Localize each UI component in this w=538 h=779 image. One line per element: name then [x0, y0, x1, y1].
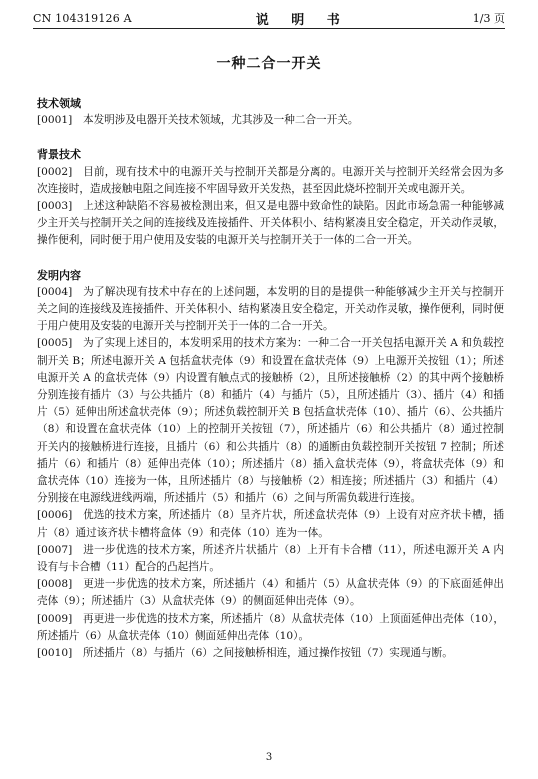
- page-number: 3: [265, 752, 273, 763]
- paragraph-0008: [37, 576, 504, 610]
- paragraph-number: [0006]: [37, 509, 73, 522]
- paragraph-text: 目前，现有技术中的电源开关与控制开关都是分离的。电源开关与控制开关经常会因为多次连接时，造成接触电阻之间连接不牢固导致开关发热，甚至因此烧坏控制开关或电源开关。: [37, 165, 504, 195]
- paragraph-number: [0003]: [37, 200, 73, 213]
- paragraph-number: [0004]: [37, 285, 73, 298]
- paragraph-0006: [37, 507, 504, 541]
- section-heading-summary: 发明内容: [37, 268, 81, 282]
- paragraph-text: 优选的技术方案，所述插片（8）呈齐片状，所述盒状壳体（9）上设有对应齐状卡槽，插片（8）通过该齐状卡槽将盒体（9）和壳体（10）连为一体。: [37, 509, 504, 539]
- document-body: [37, 95, 504, 662]
- paragraph-number: [0001]: [37, 114, 73, 127]
- paragraph-0004: [37, 284, 504, 336]
- paragraph-0007: [37, 542, 504, 576]
- paragraph-0001: [37, 112, 504, 129]
- paragraph-number: [0008]: [37, 578, 73, 591]
- page-header: [33, 8, 505, 29]
- paragraph-number: [0010]: [37, 647, 73, 660]
- paragraph-text: 再更进一步优选的技术方案，所述插片（8）从盒状壳体（10）上顶面延伸出壳体（10），所述插片（6）从盒状壳体（10）侧面延伸出壳体（10）。: [37, 612, 504, 642]
- paragraph-text: 为了解决现有技术中存在的上述问题，本发明的目的是提供一种能够减少主开关与控制开关之间的连接线及连接插件、开关体积小、结构紧凑且安全稳定，开关动作灵敏，操作便利，同时便于用户使用及安装的电源开关与控制开关于一体的二合一开关。: [37, 285, 504, 333]
- paragraph-number: [0005]: [37, 337, 73, 350]
- paragraph-0005: [37, 335, 504, 507]
- paragraph-text: 为了实现上述目的，本发明采用的技术方案为：一种二合一开关包括电源开关 A 和负载控制开关 B；所述电源开关 A 包括盒状壳体（9）和设置在盒状壳体（9）上电源开关按钮（1）；所述电源开关 A 的盒状壳体（9）内设置有触点式的接触桥（2），且所述接触桥（2）的其中两个接触桥分别连接有插片（3）与公共插片（8）和插片（4）与插片（5），且所述插片（3）、插片（4）和插片（5）延伸出所述盒状壳体（9）；所述负载控制开关 B 包括盒状壳体（10）、插片（6）、公共插片（8）和设置在盒状壳体（10）上的控制开关按钮（7），所述插片（6）和公共插片（8）通过控制开关内的接触桥进行连接，且插片（6）和公共插片（8）的通断由负载控制开关按钮 7 控制；所述插片（6）和插片（8）延伸出壳体（10）；所述插片（8）插入盒状壳体（9），将盒状壳体（9）和盒状壳体（10）连接为一体，且所述插片（8）与接触桥（2）相连接；所述插片（3）和插片（4）分别接在电源线进线两端，所述插片（5）和插片（6）之间与所需负载进行连接。: [37, 337, 504, 505]
- paragraph-number: [0009]: [37, 612, 73, 625]
- section-heading-technical-field: 技术领域: [37, 97, 81, 110]
- paragraph-text: 所述插片（8）与插片（6）之间接触桥相连，通过操作按钮（7）实现通与断。: [83, 647, 453, 660]
- paragraph-0003: [37, 198, 504, 250]
- paragraph-text: 本发明涉及电器开关技术领域，尤其涉及一种二合一开关。: [83, 114, 359, 127]
- paragraph-text: 上述这种缺陷不容易被检测出来，但又是电器中致命性的缺陷。因此市场急需一种能够减少主开关与控制开关之间的连接线及连接插件、开关体积小、结构紧凑且安全稳定，开关动作灵敏，操作便利，同时便于用户使用及安装的电源开关与控制开关于一体的二合一开关。: [37, 200, 504, 247]
- paragraph-0010: [37, 645, 504, 662]
- paragraph-number: [0002]: [37, 165, 73, 178]
- paragraph-0002: [37, 164, 504, 198]
- paragraph-text: 更进一步优选的技术方案，所述插片（4）和插片（5）从盒状壳体（9）的下底面延伸出壳体（9）；所述插片（3）从盒状壳体（9）的侧面延伸出壳体（9）。: [37, 578, 504, 608]
- paragraph-number: [0007]: [37, 543, 73, 556]
- document-type: 说 明 书: [255, 12, 349, 28]
- document-title: 一种二合一开关: [216, 56, 322, 72]
- paragraph-0009: [37, 611, 504, 645]
- section-heading-background: 背景技术: [37, 148, 81, 162]
- page-info: 1/3 页: [472, 12, 505, 25]
- publication-number: CN 104319126 A: [33, 11, 132, 25]
- paragraph-text: 进一步优选的技术方案，所述齐片状插片（8）上开有卡合槽（11），所述电源开关 A 内设有与卡合槽（11）配合的凸起挡片。: [37, 543, 504, 574]
